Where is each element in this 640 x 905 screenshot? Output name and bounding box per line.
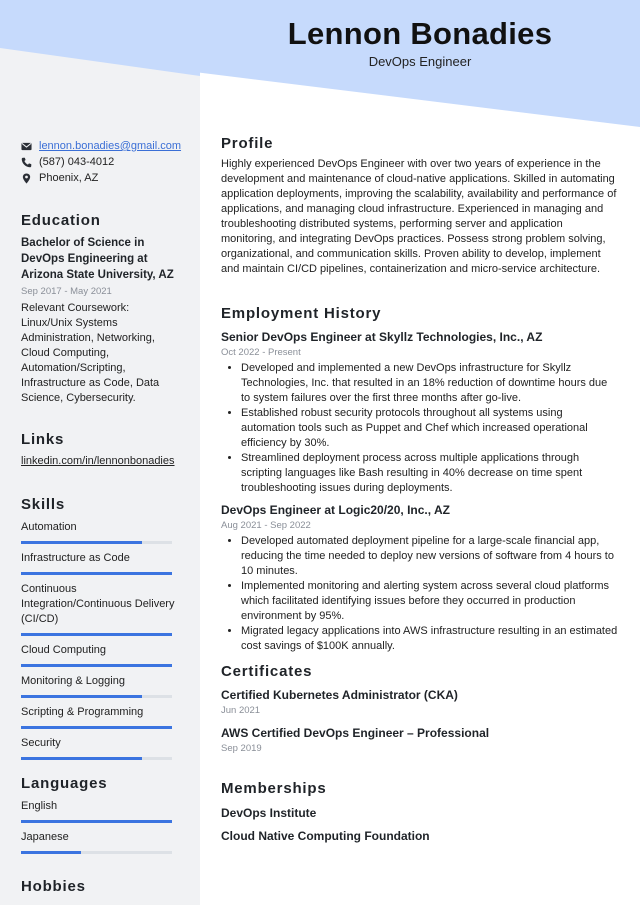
skills-level-bar (21, 757, 172, 760)
job-dates: Aug 2021 - Sep 2022 (221, 520, 311, 531)
job-bullet: • Streamlined deployment process across multiple applications through scripting languages like Bash resulting in 40% decrease on time spent troubleshooting issues during deployments. (241, 451, 619, 496)
skills-item (21, 551, 176, 575)
profile-heading: Profile (221, 135, 274, 152)
skills-level-bar (21, 572, 172, 575)
phone-number: (587) 043-4012 (39, 156, 115, 168)
links-heading: Links (21, 431, 65, 448)
skills-heading: Skills (21, 496, 65, 513)
map-pin-icon (21, 173, 32, 184)
languages-label: Japanese (21, 831, 69, 843)
contact-block (21, 138, 182, 186)
languages-level-fill (21, 851, 81, 854)
skills-level-fill (21, 541, 142, 544)
candidate-name: Lennon Bonadies (287, 16, 553, 51)
education-section (21, 212, 176, 406)
skills-label: Continuous Integration/Continuous Delivery (CI/CD) (21, 583, 175, 625)
memberships-list (221, 805, 619, 844)
certificate-name: AWS Certified DevOps Engineer – Professional (221, 726, 490, 740)
membership-item: Cloud Native Computing Foundation (221, 829, 430, 843)
skills-label: Infrastructure as Code (21, 552, 130, 564)
languages-item (21, 799, 176, 823)
skills-section (21, 496, 176, 767)
skills-label: Automation (21, 521, 77, 533)
certificate-entry (221, 687, 619, 717)
skills-item (21, 705, 176, 729)
jobs-list (221, 329, 619, 654)
skills-level-bar (21, 664, 172, 667)
hobbies-section (21, 878, 176, 895)
certificate-entry (221, 725, 619, 755)
skills-level-bar (21, 633, 172, 636)
skills-item (21, 520, 176, 544)
languages-section (21, 775, 176, 861)
skills-item (21, 643, 176, 667)
skills-level-fill (21, 695, 142, 698)
job-bullet: • Established robust security protocols throughout all systems using automation tools such as Puppet and Chef which increased operational efficiency by 30%. (241, 406, 619, 451)
skills-label: Cloud Computing (21, 644, 106, 656)
skills-level-fill (21, 757, 142, 760)
contact-phone-row (21, 154, 176, 170)
skills-label: Monitoring & Logging (21, 675, 125, 687)
envelope-icon (21, 141, 32, 152)
languages-item (21, 830, 176, 854)
skills-level-fill (21, 633, 172, 636)
job-title: Senior DevOps Engineer at Skyllz Technologies, Inc., AZ (221, 330, 543, 344)
phone-icon (21, 157, 32, 168)
skills-item (21, 736, 176, 760)
education-coursework: Relevant Coursework: Linux/Unix Systems Administration, Networking, Cloud Computing, Automation/Scripting, Infrastructure as Code, Data Science, Cybersecurity. (21, 302, 160, 404)
skills-list (21, 520, 176, 760)
certificate-name: Certified Kubernetes Administrator (CKA) (221, 688, 458, 702)
job-entry (221, 502, 619, 654)
languages-list (21, 799, 176, 854)
job-title: DevOps Engineer at Logic20/20, Inc., AZ (221, 503, 450, 517)
employment-heading: Employment History (221, 305, 382, 322)
certificate-date: Jun 2021 (221, 705, 261, 716)
profile-text: Highly experienced DevOps Engineer with over two years of experience in the development and maintenance of cloud-native applications. Skilled in automating application deployments, improving the scalability, availability and performance of applications, and managing cloud infrastructure. Experienced in managing and troubleshooting distributed systems, performing server and application monitoring, and integrating DevOps practices. Possess strong problem solving, organizational, and communication skills. Proven ability to develop, implement and maintain CI/CD pipelines, containerization and micro-service architecture. (221, 158, 617, 275)
employment-section (221, 305, 619, 660)
job-bullets (221, 361, 619, 496)
candidate-title: DevOps Engineer (368, 54, 472, 69)
job-bullet: • Developed automated deployment pipeline for a large-scale financial app, reducing the time needed to deploy new versions of software from 4 hours to 10 minutes. (241, 534, 619, 579)
skills-level-fill (21, 664, 172, 667)
email-link[interactable]: lennon.bonadies@gmail.com (39, 140, 182, 152)
job-bullet: • Migrated legacy applications into AWS infrastructure resulting in an estimated cost savings of $100K annually. (241, 624, 619, 654)
memberships-heading: Memberships (221, 780, 327, 797)
linkedin-link[interactable]: linkedin.com/in/lennonbonadies (21, 455, 175, 467)
job-bullet: • Developed and implemented a new DevOps infrastructure for Skyllz Technologies, Inc. that resulted in an 18% reduction of downtime hours due to system failures over the first three months after go-live. (241, 361, 619, 406)
education-heading: Education (21, 212, 101, 229)
skills-level-fill (21, 572, 172, 575)
languages-level-fill (21, 820, 172, 823)
hobbies-heading: Hobbies (21, 878, 86, 895)
job-entry (221, 329, 619, 496)
location-text: Phoenix, AZ (39, 172, 99, 184)
memberships-section (221, 780, 619, 851)
job-bullets (221, 534, 619, 654)
skills-level-bar (21, 695, 172, 698)
skills-level-bar (21, 726, 172, 729)
skills-level-fill (21, 726, 172, 729)
certificates-heading: Certificates (221, 663, 313, 680)
languages-label: English (21, 800, 58, 812)
job-bullet: • Implemented monitoring and alerting system across several cloud platforms which facilitated identifying issues before they occurred in production environment by 95%. (241, 579, 619, 624)
contact-email-row (21, 138, 182, 154)
contact-location-row (21, 170, 176, 186)
skills-label: Scripting & Programming (21, 706, 144, 718)
languages-level-bar (21, 851, 172, 854)
membership-item: DevOps Institute (221, 806, 317, 820)
skills-item (21, 674, 176, 698)
skills-label: Security (21, 737, 61, 749)
certificates-list (221, 687, 619, 755)
languages-level-bar (21, 820, 172, 823)
education-dates: Sep 2017 - May 2021 (21, 286, 112, 297)
certificate-date: Sep 2019 (221, 743, 262, 754)
skills-level-bar (21, 541, 172, 544)
skills-item (21, 582, 176, 636)
education-degree: Bachelor of Science in DevOps Engineering at Arizona State University, AZ (21, 237, 174, 281)
languages-heading: Languages (21, 775, 108, 792)
job-dates: Oct 2022 - Present (221, 347, 301, 358)
certificates-section (221, 663, 619, 763)
links-section (21, 431, 176, 469)
profile-section (221, 135, 619, 277)
